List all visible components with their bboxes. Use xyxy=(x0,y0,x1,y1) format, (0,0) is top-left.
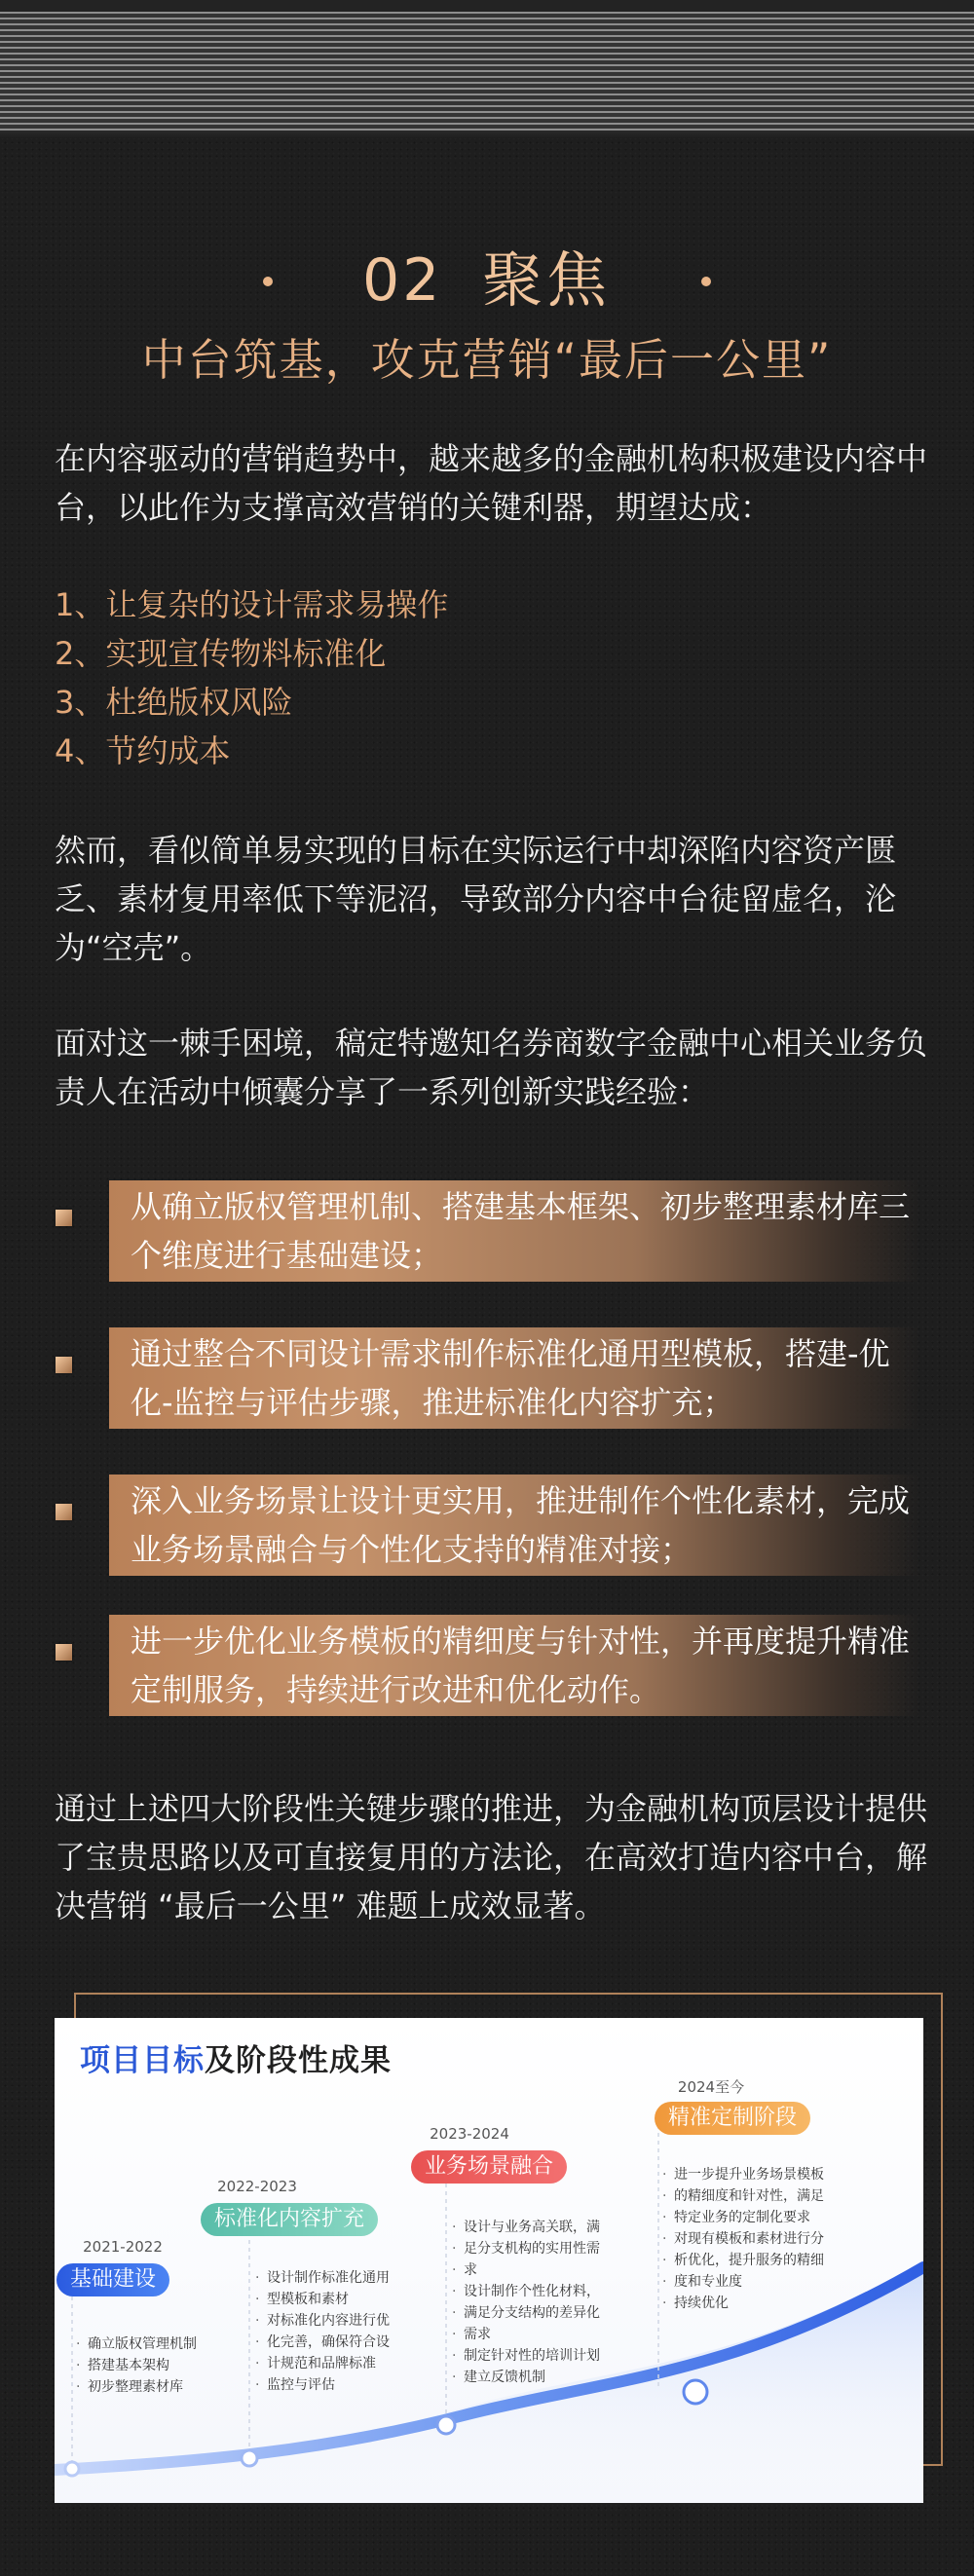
section-number: 02 xyxy=(362,246,443,315)
lead-in-paragraph: 面对这一棘手困境，稿定特邀知名券商数字金融中心相关业务负责人在活动中倾囊分享了一系列创新实践经验： xyxy=(55,1025,928,1110)
stage-item: · 的精细度和针对性，满足 xyxy=(662,2185,824,2207)
goals-list xyxy=(55,580,931,775)
stage-item: · 需求 xyxy=(452,2324,600,2345)
step-box xyxy=(109,1475,919,1576)
step-item xyxy=(0,1475,974,1576)
stage-year: 2024至今 xyxy=(677,2078,745,2096)
stage-item: · 满足分支结构的差异化 xyxy=(452,2302,600,2324)
stage-pill: 标准化内容扩充 xyxy=(201,2203,378,2236)
stage-item: · 对标准化内容进行优 xyxy=(255,2310,390,2332)
decorative-stripe-band xyxy=(0,0,974,138)
stage-pill: 基础建设 xyxy=(56,2263,169,2296)
step-text: 深入业务场景让设计更实用，推进制作个性化素材，完成业务场景融合与个性化支持的精准对接； xyxy=(131,1482,911,1568)
problem-paragraph: 然而，看似简单易实现的目标在实际运行中却深陷内容资产匮乏、素材复用率低下等泥沼，导致部分内容中台徒留虚名，沦为“空壳”。 xyxy=(55,832,897,966)
stage-pill: 精准定制阶段 xyxy=(655,2102,810,2135)
stage-items xyxy=(452,2217,600,2388)
stage-pill: 业务场景融合 xyxy=(411,2150,567,2184)
stage-item: · 化完善，确保符合设 xyxy=(255,2332,390,2353)
square-bullet-icon xyxy=(56,1357,72,1373)
stage-item: · 型模板和素材 xyxy=(255,2289,390,2310)
stage-items xyxy=(76,2333,197,2398)
intro-paragraph: 在内容驱动的营销趋势中，越来越多的金融机构积极建设内容中台，以此作为支撑高效营销的关键利器，期望达成： xyxy=(55,440,928,526)
step-box xyxy=(109,1615,919,1716)
stage-item: · 设计制作标准化通用 xyxy=(255,2267,390,2289)
goal-item: 1、让复杂的设计需求易操作 xyxy=(55,586,449,623)
heading-dot-icon xyxy=(701,277,711,286)
section-heading xyxy=(0,242,974,319)
stage-items xyxy=(255,2267,390,2396)
step-text: 进一步优化业务模板的精细度与针对性，并再度提升精准定制服务，持续进行改进和优化动作。 xyxy=(131,1623,911,1708)
card-title xyxy=(80,2035,392,2079)
goal-item: 3、杜绝版权风险 xyxy=(55,684,293,721)
stage-item: · 建立反馈机制 xyxy=(452,2367,600,2388)
stage-item: · 确立版权管理机制 xyxy=(76,2333,197,2355)
heading-dot-icon xyxy=(263,277,273,286)
square-bullet-icon xyxy=(56,1210,72,1226)
goal-item: 2、实现宣传物料标准化 xyxy=(55,635,387,672)
stage-item: · 计规范和品牌标准 xyxy=(255,2353,390,2374)
stage-item: · 析优化，提升服务的精细 xyxy=(662,2250,824,2271)
section-word: 聚焦 xyxy=(482,244,612,316)
stage-items xyxy=(662,2164,824,2314)
stage-item: · 足分支机构的实用性需 xyxy=(452,2238,600,2259)
stage-year: 2023-2024 xyxy=(430,2125,509,2143)
stage-item: · 进一步提升业务场景模板 xyxy=(662,2164,824,2185)
stage-item: · 设计与业务高关联，满 xyxy=(452,2217,600,2238)
step-text: 从确立版权管理机制、搭建基本框架、初步整理素材库三个维度进行基础建设； xyxy=(131,1188,911,1274)
stage-item: · 对现有模板和素材进行分 xyxy=(662,2228,824,2250)
square-bullet-icon xyxy=(56,1644,72,1661)
square-bullet-icon xyxy=(56,1504,72,1520)
step-text: 通过整合不同设计需求制作标准化通用型模板，搭建-优化-监控与评估步骤，推进标准化内容扩充； xyxy=(131,1335,890,1421)
stage-item: · 初步整理素材库 xyxy=(76,2376,197,2398)
section-subtitle: 中台筑基，攻克营销“最后一公里” xyxy=(141,334,833,386)
stage-item: · 搭建基本架构 xyxy=(76,2355,197,2376)
stage-item: · 特定业务的定制化要求 xyxy=(662,2207,824,2228)
stage-year: 2022-2023 xyxy=(217,2178,297,2195)
stage-item: · 求 xyxy=(452,2259,600,2281)
stage-item: · 度和专业度 xyxy=(662,2271,824,2293)
card-title-highlight: 项目目标 xyxy=(80,2043,205,2078)
stage-item: · 设计制作个性化材料， xyxy=(452,2281,600,2302)
conclusion-paragraph: 通过上述四大阶段性关键步骤的推进，为金融机构顶层设计提供了宝贵思路以及可直接复用的方法论，在高效打造内容中台，解决营销 “最后一公里” 难题上成效显著。 xyxy=(55,1790,928,1924)
card-title-rest: 及阶段性成果 xyxy=(205,2043,392,2078)
step-item xyxy=(0,1327,974,1429)
goal-item: 4、节约成本 xyxy=(55,732,231,769)
stage-item: · 持续优化 xyxy=(662,2293,824,2314)
stage-year: 2021-2022 xyxy=(83,2238,163,2256)
stage-item: · 监控与评估 xyxy=(255,2374,390,2396)
step-item xyxy=(0,1615,974,1716)
timeline-card xyxy=(55,2018,923,2503)
step-box xyxy=(109,1327,919,1429)
stage-item: · 制定针对性的培训计划 xyxy=(452,2345,600,2367)
step-item xyxy=(0,1180,974,1282)
step-box xyxy=(109,1180,919,1282)
